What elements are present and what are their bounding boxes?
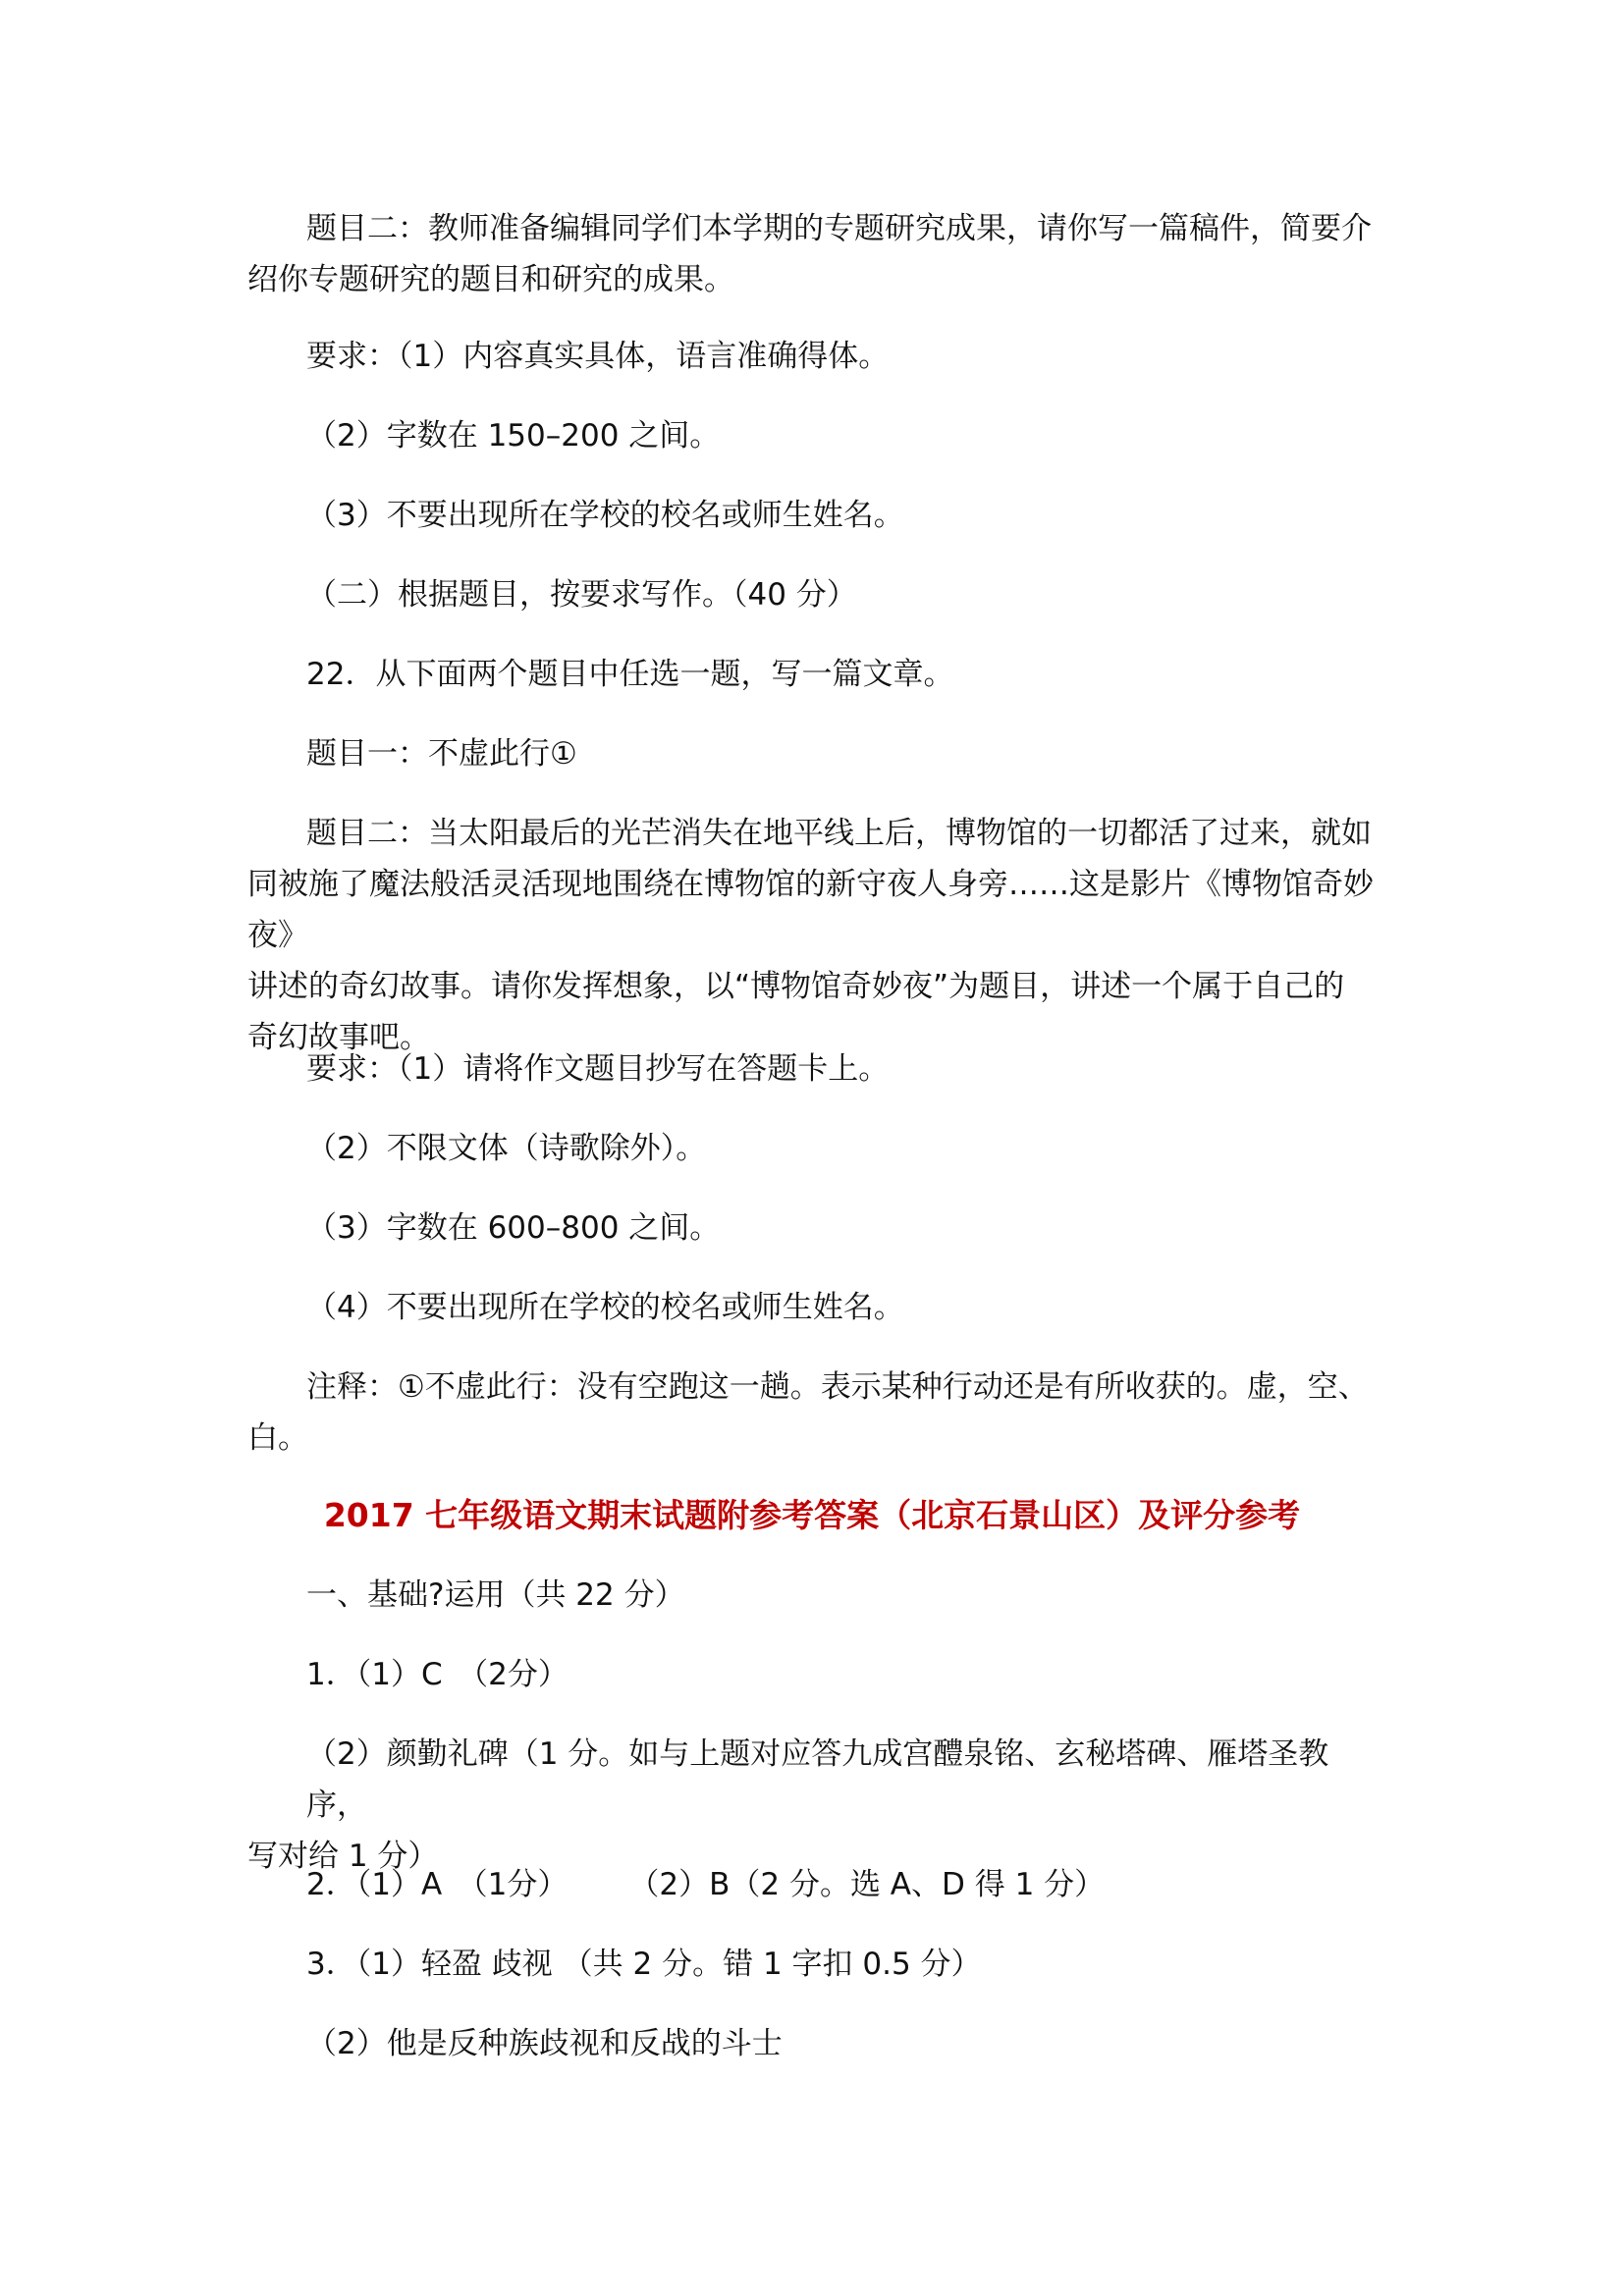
text-line: （3）不要出现所在学校的校名或师生姓名。 xyxy=(306,498,904,533)
text-line: 题目一：不虚此行① xyxy=(306,736,577,772)
text-line: 注释：①不虚此行：没有空跑这一趟。表示某种行动还是有所收获的。虚，空、 xyxy=(306,1369,1369,1405)
text-line: （2）他是反种族歧视和反战的斗士 xyxy=(306,2026,783,2061)
text-line: （4）不要出现所在学校的校名或师生姓名。 xyxy=(306,1290,904,1325)
paragraph-essay-requirement-1 xyxy=(247,1043,1377,1095)
paragraph-essay-requirement-4 xyxy=(247,1282,1377,1333)
text-line: 一、基础?运用（共 22 分） xyxy=(306,1577,685,1613)
text-line: （2）不限文体（诗歌除外）。 xyxy=(306,1131,707,1166)
text-line: （二）根据题目，按要求写作。（40 分） xyxy=(306,577,857,613)
text-line: （2）颜勤礼碑（1 分。如与上题对应答九成宫醴泉铭、玄秘塔碑、雁塔圣教序， xyxy=(306,1736,1329,1823)
answer-section-one xyxy=(247,1570,1377,1621)
text-line: 奇幻故事吧。 xyxy=(247,1020,430,1055)
answer-3-1 xyxy=(247,1939,1377,1990)
text-line: 3．（1）轻盈 歧视 （共 2 分。错 1 字扣 0.5 分） xyxy=(306,1947,982,1982)
paragraph-requirement-3 xyxy=(247,490,1377,541)
paragraph-essay-requirement-3 xyxy=(247,1202,1377,1254)
text-line: 题目二：当太阳最后的光芒消失在地平线上后，博物馆的一切都活了过来，就如 xyxy=(306,816,1372,851)
text-line: （2）字数在 150–200 之间。 xyxy=(306,418,721,454)
paragraph-topic-two-report xyxy=(247,203,1377,305)
paragraph-topic-one xyxy=(247,728,1377,779)
text-line: 白。 xyxy=(247,1420,308,1456)
paragraph-requirement-2 xyxy=(247,410,1377,461)
paragraph-requirement-1 xyxy=(247,331,1377,382)
answer-key-heading: 2017 七年级语文期末试题附参考答案（北京石景山区）及评分参考 xyxy=(323,1496,1301,1534)
text-line: 写对给 1 分） xyxy=(247,1839,439,1874)
answer-1-1 xyxy=(247,1649,1377,1700)
text-line: 2．（1）A （1分） （2）B（2 分。选 A、D 得 1 分） xyxy=(306,1867,1106,1902)
paragraph-section-two xyxy=(247,569,1377,620)
paragraph-note xyxy=(247,1362,1377,1464)
text-line: （3）字数在 600–800 之间。 xyxy=(306,1210,721,1246)
paragraph-essay-requirement-2 xyxy=(247,1123,1377,1174)
text-line: 同被施了魔法般活灵活现地围绕在博物馆的新守夜人身旁……这是影片《博物馆奇妙夜》 xyxy=(247,867,1374,953)
text-line: 要求：（1）内容真实具体，语言准确得体。 xyxy=(306,339,890,374)
text-line: 绍你专题研究的题目和研究的成果。 xyxy=(247,262,734,297)
paragraph-topic-two-museum xyxy=(247,808,1377,1063)
paragraph-question-22 xyxy=(247,649,1377,700)
text-line: 要求：（1）请将作文题目抄写在答题卡上。 xyxy=(306,1051,890,1087)
answer-3-2 xyxy=(247,2018,1377,2069)
text-line: 题目二：教师准备编辑同学们本学期的专题研究成果，请你写一篇稿件，简要介 xyxy=(306,211,1372,246)
text-line: 22．从下面两个题目中任选一题，写一篇文章。 xyxy=(306,657,954,692)
text-line: 1．（1）C （2分） xyxy=(306,1657,568,1692)
text-line: 讲述的奇幻故事。请你发挥想象，以“博物馆奇妙夜”为题目，讲述一个属于自己的 xyxy=(247,969,1345,1004)
answer-2 xyxy=(247,1859,1377,1910)
